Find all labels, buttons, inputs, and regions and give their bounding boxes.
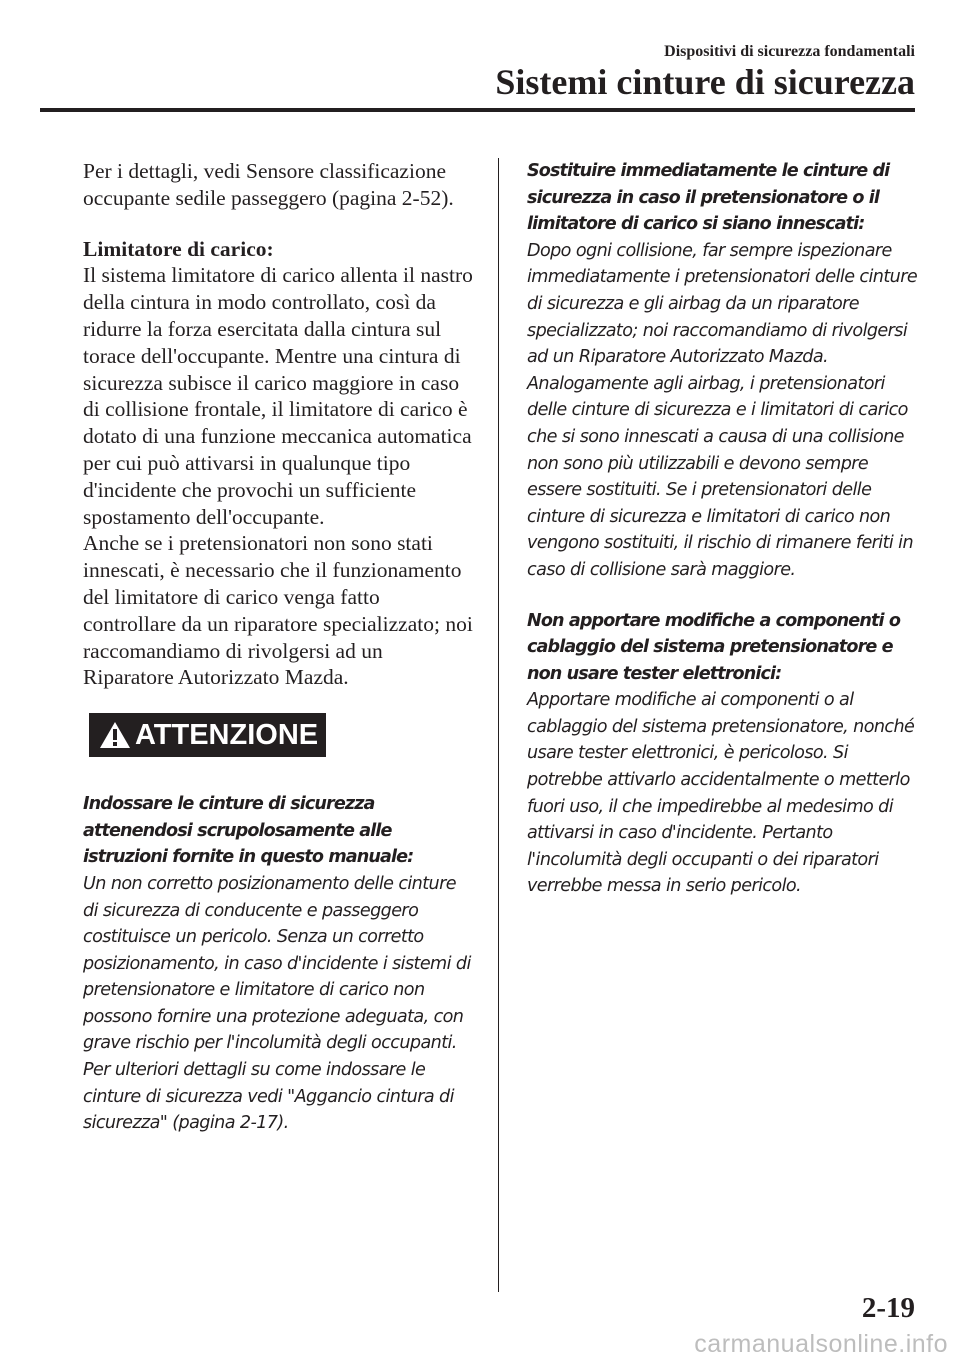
section-title: Dispositivi di sicurezza fondamentali [664, 43, 915, 60]
warning-triangle-icon [99, 721, 131, 749]
warning-2-heading: Sostituire immediatamente le cinture di sicurezza in caso il pretensionatore o il limitatore di carico si siano innescati: [527, 161, 890, 235]
right-column [527, 158, 922, 900]
intro-paragraph: Per i dettagli, vedi Sensore classificazione occupante sedile passeggero (pagina 2-52). [83, 159, 454, 210]
load-limiter-paragraph-1: Il sistema limitatore di carico allenta il nastro della cintura in modo controllato, così da ridurre la forza esercitata dalla cintura sul torace dell'occupante. Mentre una cintura di sicurezza subisce il carico maggiore in caso di collisione frontale, il limitatore di carico è dotato di una funzione meccanica automatica per cui può attivarsi in qualunque tipo d'incidente che provochi un sufficiente spostamento dell'occupante. [83, 263, 473, 529]
left-column [83, 158, 473, 1137]
watermark: carmanualsonline.info [694, 1330, 948, 1358]
warning-3-heading: Non apportare modifiche a componenti o cablaggio del sistema pretensionatore e non usare tester elettronici: [527, 610, 901, 684]
page-title: Sistemi cinture di sicurezza [495, 62, 915, 102]
attention-banner [89, 713, 326, 757]
warning-1-text: Un non corretto posizionamento delle cinture di sicurezza di conducente e passeggero costituisce un pericolo. Senza un corretto posizionamento, in caso d'incidente i sistemi di pretensionatore e limitatore di carico non possono fornire una protezione adeguata, con grave rischio per l'incolumità degli occupanti. Per ulteriori dettagli su come indossare le cinture di sicurezza vedi "Aggancio cintura di sicurezza" (pagina 2-17). [83, 873, 471, 1134]
attention-label: ATTENZIONE [135, 718, 319, 751]
warning-1-heading: Indossare le cinture di sicurezza attenendosi scrupolosamente alle istruzioni fornite in questo manuale: [83, 794, 414, 868]
warning-3-text: Apportare modifiche ai componenti o al cablaggio del sistema pretensionatore, nonché usare tester elettronici, è pericoloso. Si potrebbe attivarlo accidentalmente o metterlo fuori uso, il che impedirebbe al medesimo di attivarsi in caso d'incidente. Pertanto l'incolumità degli occupanti o dei riparatori verrebbe messa in serio pericolo. [527, 690, 915, 897]
header-divider [40, 108, 915, 112]
page-number: 2-19 [861, 1292, 915, 1324]
load-limiter-heading: Limitatore di carico: [83, 236, 274, 261]
column-divider [498, 158, 499, 1292]
warning-2-text: Dopo ogni collisione, far sempre ispezionare immediatamente i pretensionatori delle cinture di sicurezza e gli airbag da un riparatore specializzato; noi raccomandiamo di rivolgersi ad un Riparatore Autorizzato Mazda. Analogamente agli airbag, i pretensionatori delle cinture di sicurezza e i limitatori di carico che si sono innescati a causa di una collisione non sono più utilizzabili e devono sempre essere sostituiti. Se i pretensionatori delle cinture di sicurezza e limitatori di carico non vengono sostituiti, il rischio di rimanere feriti in caso di collisione sarà maggiore. [527, 240, 918, 580]
load-limiter-paragraph-2: Anche se i pretensionatori non sono stati innescati, è necessario che il funzionamento del limitatore di carico venga fatto controllare da un riparatore specializzato; noi raccomandiamo di rivolgersi ad un Riparatore Autorizzato Mazda. [83, 531, 473, 690]
